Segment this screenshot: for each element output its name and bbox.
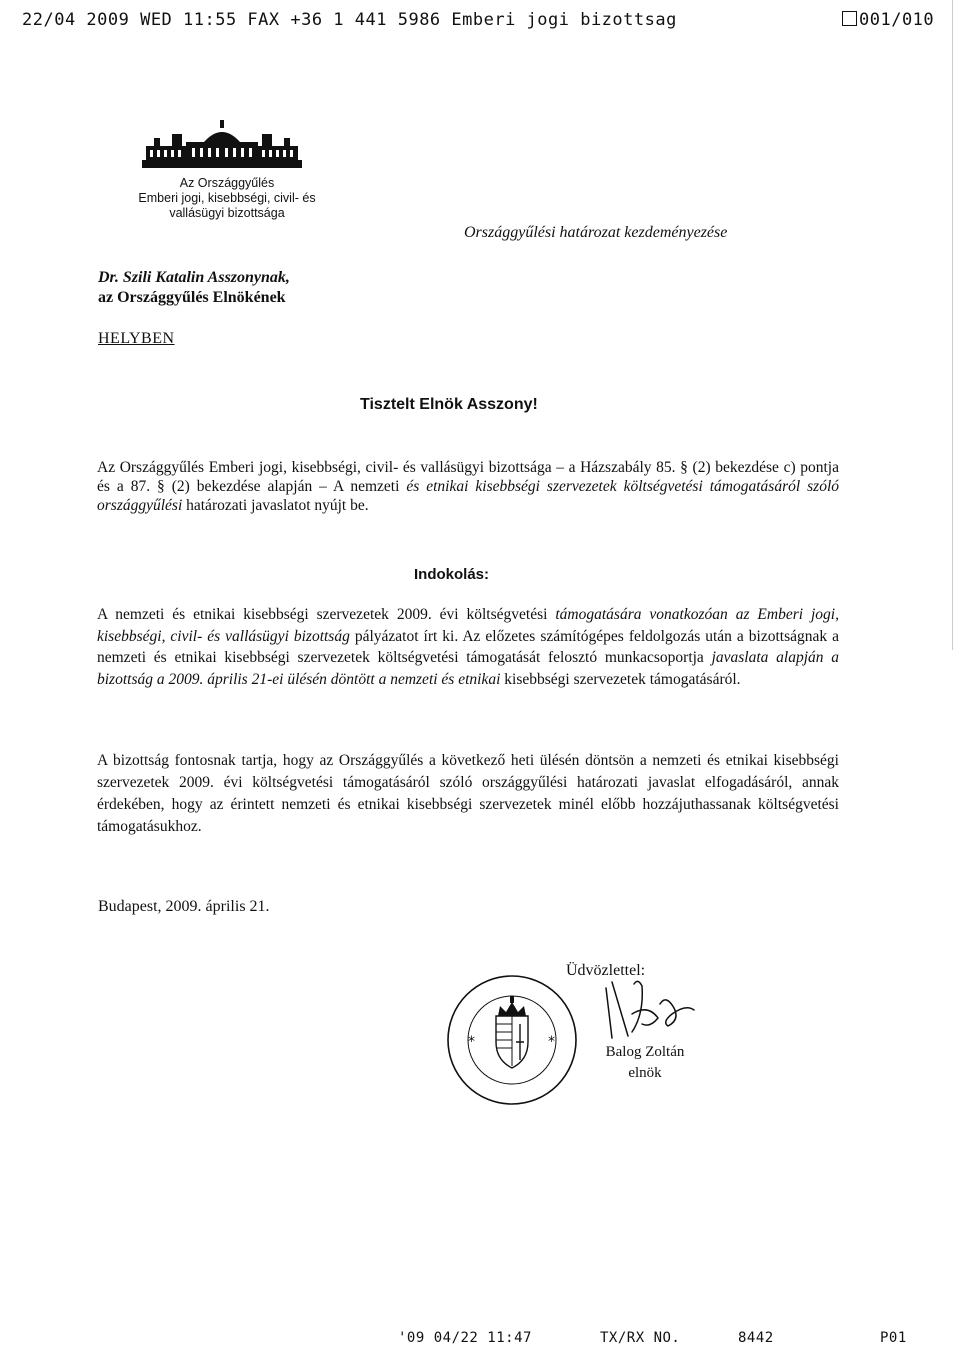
org-line-1: Az Országgyűlés [179,176,275,190]
addressee-location: HELYBEN [98,330,175,347]
salutation: Tisztelt Elnök Asszony! [360,396,538,413]
official-seal-icon [444,972,580,1108]
svg-text:*: * [468,1034,475,1050]
reasoning-heading: Indokolás: [414,566,490,583]
document-title: Országgyűlési határozat kezdeményezése [464,224,728,241]
request-paragraph: A bizottság fontosnak tartja, hogy az Országgyűlés a következő heti ülésén döntsön a nemzeti és etnikai kisebbségi szervezetek 2009. évi költségvetési támogatásáról szóló országgyűlési határozati javaslat elfogadásáról, annak érdekében, hogy az érintett nemzeti és etnikai kisebbségi szervezetek minél előbb hozzájuthassanak költségvetési támogatásukhoz. [97,752,839,835]
parliament-building-icon [142,120,302,172]
fax-page-number: 001/010 [842,10,934,30]
fax-icon [842,11,857,26]
handwritten-signature-icon [598,974,708,1040]
place-and-date: Budapest, 2009. április 21. [98,898,270,915]
closing-greeting: Üdvözlettel: [566,962,646,979]
fax-footer-date: '09 04/22 11:47 [398,1330,532,1346]
org-line-2: Emberi jogi, kisebbségi, civil- és [138,191,316,205]
fax-header: 22/04 2009 WED 11:55 FAX +36 1 441 5986 Emberi jogi bizottsag [22,10,677,30]
fax-footer-number: 8442 [738,1330,774,1346]
addressee-block [98,268,290,308]
letterhead-organization [112,176,342,221]
signer-title: elnök [628,1065,662,1081]
signer-name: Balog Zoltán [605,1044,685,1060]
addressee-role: az Országgyűlés Elnökének [98,289,286,306]
intro-paragraph: Az Országgyűlés Emberi jogi, kisebbségi, civil- és vallásügyi bizottsága – a Házszabály 85. § (2) bekezdése c) pontja és a 87. § (2) bekezdése alapján – A nemzeti és etnikai kisebbségi szervezetek költségvetési támogatásáról szóló országgyűlési határozati javaslatot nyújt be. [97,459,839,514]
org-line-3: vallásügyi bizottsága [169,206,285,220]
margin-scan-line [952,0,953,650]
svg-text:*: * [548,1034,555,1050]
fax-footer-txrx: TX/RX NO. [600,1330,681,1346]
fax-footer-page: P01 [880,1330,907,1346]
signer-block [590,1042,700,1084]
reasoning-paragraph: A nemzeti és etnikai kisebbségi szervezetek 2009. évi költségvetési támogatására vonatkozóan az Emberi jogi, kisebbségi, civil- és vallásügyi bizottság pályázatot írt ki. Az előzetes számítógépes feldolgozás után a bizottságnak a nemzeti és etnikai kisebbségi szervezetek költségvetési támogatását felosztó munkacsoportja javaslata alapján a bizottság a 2009. április 21-ei ülésén döntött a nemzeti és etnikai kisebbségi szervezetek támogatásáról. [97,606,840,688]
addressee-name: Dr. Szili Katalin Asszonynak, [98,269,290,286]
